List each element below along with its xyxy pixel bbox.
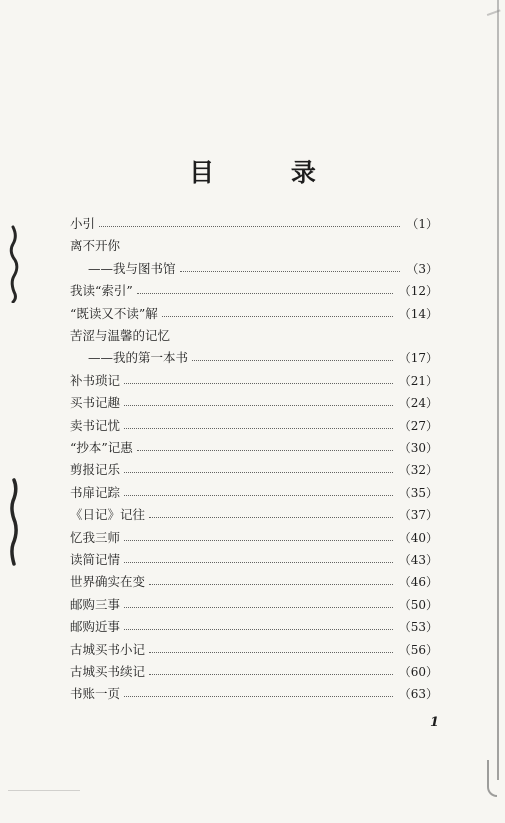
page-edge-curl xyxy=(487,760,497,797)
toc-entry-page: （27） xyxy=(398,419,438,433)
toc-entry-page: （40） xyxy=(398,531,438,545)
toc-dot-leader xyxy=(124,472,393,473)
toc-entry xyxy=(70,459,438,481)
toc-entry-page: （37） xyxy=(398,508,438,522)
toc-entry-title: 邮购近事 xyxy=(70,618,121,634)
toc-dot-leader xyxy=(124,428,393,429)
page-number: 1 xyxy=(430,715,440,730)
toc-entry-page: （12） xyxy=(398,284,438,298)
toc-entry xyxy=(70,415,438,437)
toc-entry xyxy=(70,527,438,549)
toc-entry-page: （60） xyxy=(398,665,438,679)
toc-dot-leader xyxy=(124,696,393,697)
toc-dot-leader xyxy=(162,316,393,317)
toc-entry xyxy=(70,639,438,661)
toc-entry-title: 世界确实在变 xyxy=(70,573,146,589)
toc-entry-page: （24） xyxy=(398,396,438,410)
toc-entry xyxy=(70,571,438,593)
toc-entry-page: （21） xyxy=(398,374,438,388)
toc-entry-title: ——我的第一本书 xyxy=(88,349,189,365)
toc-entry xyxy=(70,235,438,257)
toc-entry xyxy=(70,213,438,235)
toc-entry xyxy=(70,370,438,392)
toc-entry-page: （43） xyxy=(398,553,438,567)
toc-entry-title: 邮购三事 xyxy=(70,596,121,612)
toc-entry xyxy=(70,482,438,504)
toc-entry xyxy=(70,504,438,526)
toc-dot-leader xyxy=(124,383,393,384)
toc-entry-title: 补书琐记 xyxy=(70,372,121,388)
toc-dot-leader xyxy=(124,607,393,608)
toc-entry-page: （32） xyxy=(398,463,438,477)
toc-entry xyxy=(70,258,438,280)
toc-entry-title: 古城买书续记 xyxy=(70,663,146,679)
toc-dot-leader xyxy=(149,674,393,675)
toc-entry xyxy=(70,303,438,325)
toc-dot-leader xyxy=(149,517,393,518)
toc-heading: 目 录 xyxy=(189,158,350,187)
toc-entry xyxy=(70,347,438,369)
toc-entry-title: 《日记》记往 xyxy=(70,506,146,522)
toc-entry-title: “既读又不读”解 xyxy=(70,305,158,321)
page-edge xyxy=(497,0,499,780)
toc-dot-leader xyxy=(124,562,393,563)
toc-entry-page: （17） xyxy=(398,351,438,365)
toc-entry-title: 读简记情 xyxy=(70,551,121,567)
table-of-contents xyxy=(70,213,438,703)
toc-entry-title: 苦涩与温馨的记忆 xyxy=(70,327,171,343)
toc-entry-page: （30） xyxy=(398,441,438,455)
toc-entry xyxy=(70,616,438,638)
toc-entry xyxy=(70,661,438,683)
toc-entry xyxy=(70,437,438,459)
toc-dot-leader xyxy=(124,629,393,630)
toc-dot-leader xyxy=(149,652,393,653)
toc-entry xyxy=(70,549,438,571)
toc-dot-leader xyxy=(137,293,393,294)
toc-entry-title: 买书记趣 xyxy=(70,394,121,410)
toc-entry xyxy=(70,594,438,616)
toc-entry-title: “抄本”记惠 xyxy=(70,439,133,455)
toc-entry-page: （63） xyxy=(398,687,438,701)
toc-entry xyxy=(70,280,438,302)
toc-entry xyxy=(70,325,438,347)
toc-entry-page: （1） xyxy=(406,217,438,231)
toc-entry xyxy=(70,683,438,705)
toc-dot-leader xyxy=(192,360,393,361)
toc-dot-leader xyxy=(124,540,393,541)
toc-entry-title: 卖书记忧 xyxy=(70,417,121,433)
binding-mark-bottom xyxy=(8,477,20,567)
toc-dot-leader xyxy=(124,495,393,496)
toc-entry-page: （3） xyxy=(406,262,438,276)
toc-dot-leader xyxy=(124,405,393,406)
toc-dot-leader xyxy=(99,226,400,227)
toc-entry xyxy=(70,392,438,414)
toc-entry-page: （50） xyxy=(398,598,438,612)
scan-smudge xyxy=(8,790,80,791)
toc-entry-title: 书账一页 xyxy=(70,685,121,701)
toc-dot-leader xyxy=(137,450,393,451)
toc-entry-page: （46） xyxy=(398,575,438,589)
toc-entry-title: 书扉记踪 xyxy=(70,484,121,500)
toc-dot-leader xyxy=(180,271,401,272)
toc-entry-page: （53） xyxy=(398,620,438,634)
toc-entry-title: 忆我三师 xyxy=(70,529,121,545)
toc-entry-title: 剪报记乐 xyxy=(70,461,121,477)
toc-entry-title: 我读“索引” xyxy=(70,282,133,298)
toc-entry-page: （56） xyxy=(398,643,438,657)
toc-entry-title: ——我与图书馆 xyxy=(88,260,176,276)
toc-entry-page: （35） xyxy=(398,486,438,500)
toc-entry-title: 离不开你 xyxy=(70,237,121,253)
toc-entry-page: （14） xyxy=(398,307,438,321)
toc-dot-leader xyxy=(149,584,393,585)
toc-entry-title: 古城买书小记 xyxy=(70,641,146,657)
toc-entry-title: 小引 xyxy=(70,215,96,231)
binding-mark-top xyxy=(8,223,20,303)
